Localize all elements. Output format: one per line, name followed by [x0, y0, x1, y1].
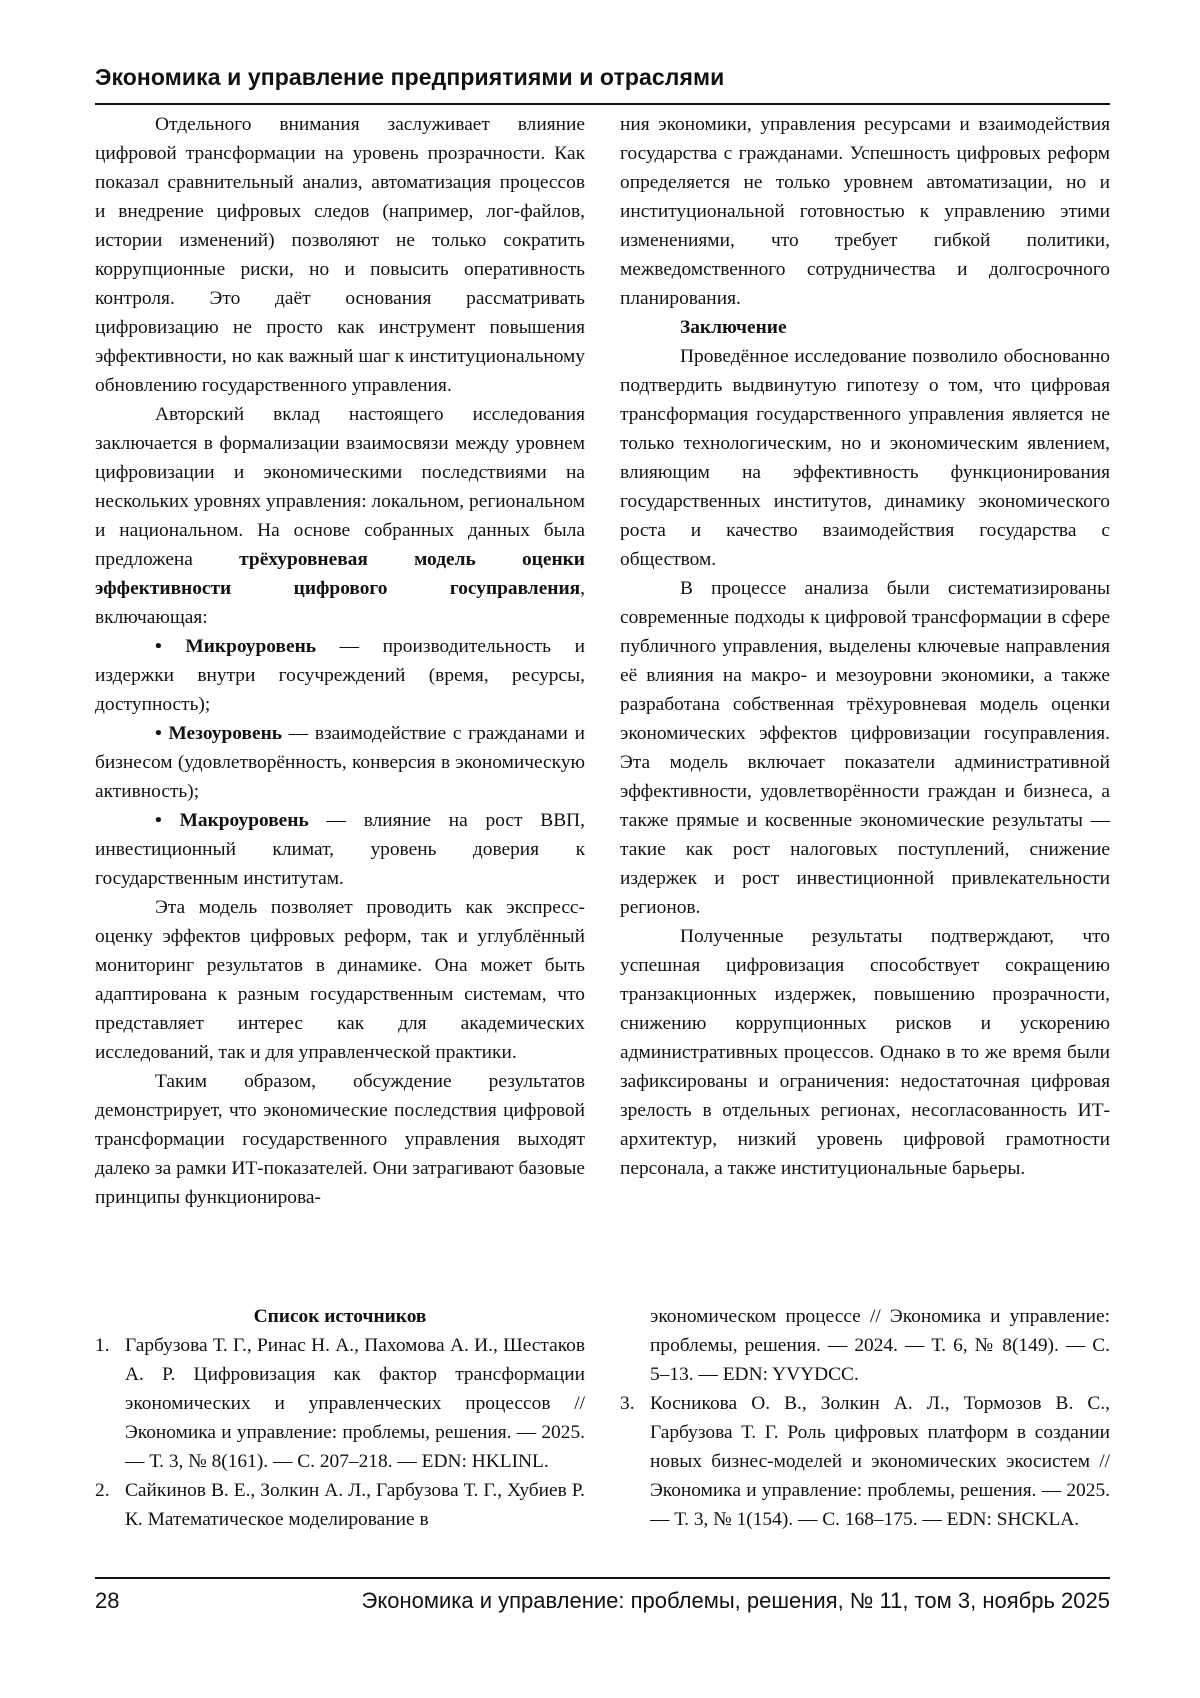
- paragraph-transparency: Отдельного внимания заслуживает влияние цифровой трансформации на уровень прозрачности. Как показал сравнительный анализ, автоматизация процессов и внедрение цифровых следов (например, лог-файлов, истории изменений) позволяют не только сократить коррупционные риски, но и повысить оперативность контроля. Это даёт основания рассматривать цифровизацию не просто как инструмент повышения эффективности, но как важный шаг к институциональному обновлению государственного управления.: [95, 114, 585, 396]
- page-number: 28: [95, 1588, 120, 1613]
- running-header: Экономика и управление предприятиями и отраслями: [95, 64, 725, 90]
- bullet-label: • Мезоуровень: [155, 723, 282, 744]
- references-left: [95, 1331, 585, 1534]
- reference-text: Сайкинов В. Е., Золкин А. Л., Гарбузова Т. Г., Хубиев Р. К. Математическое моделирование в: [125, 1480, 585, 1530]
- footer-rule: [95, 1577, 1110, 1579]
- left-column: [95, 110, 585, 1212]
- bullet-label: • Макроуровень: [155, 810, 309, 831]
- reference-number: 1.: [95, 1335, 110, 1356]
- header-rule: [95, 103, 1110, 105]
- paragraph-conclusion-2: В процессе анализа были систематизированы современные подходы к цифровой трансформации в сфере публичного управления, выделены ключевые направления её влияния на макро- и мезоуровни экономики, а также разработана собственная трёхуровневая модель оценки экономических эффектов цифровизации госуправления. Эта модель включает показатели административной эффективности, удовлетворённости граждан и бизнеса, а также прямые и косвенные экономические результаты — такие как рост налоговых поступлений, снижение издержек и рост инвестиционной привлекательности регионов.: [620, 578, 1110, 918]
- reference-item: [95, 1331, 585, 1476]
- list-item-macro: [95, 806, 585, 893]
- reference-item: [620, 1389, 1110, 1534]
- journal-footer: Экономика и управление: проблемы, решения, № 11, том 3, ноябрь 2025: [361, 1588, 1110, 1613]
- paragraph-discussion: Таким образом, обсуждение результатов демонстрирует, что экономические последствия цифровой трансформации государственного управления выходят далеко за рамки ИТ-показателей. Они затрагивают базовые принципы функционирова-: [95, 1071, 585, 1208]
- reference-text: Гарбузова Т. Г., Ринас Н. А., Пахомова А. И., Шестаков А. Р. Цифровизация как фактор трансформации экономических и управленческих процессов // Экономика и управление: проблемы, решения. — 2025. — Т. 3, № 8(161). — С. 207–218. — EDN: HKLINL.: [125, 1335, 585, 1472]
- right-column: [620, 110, 1110, 1183]
- reference-number: 3.: [620, 1393, 635, 1414]
- bullet-text: — взаимодействие с гражданами и бизнесом (удовлетворённость, конверсия в экономическую активность);: [95, 723, 585, 802]
- reference-text: Косникова О. В., Золкин А. Л., Тормозов В. С., Гарбузова Т. Г. Роль цифровых платформ в создании новых бизнес-моделей и экономических экосистем // Экономика и управление: проблемы, решения. — 2025. — Т. 3, № 1(154). — С. 168–175. — EDN: SHCKLA.: [650, 1393, 1110, 1530]
- references-right: [620, 1302, 1110, 1534]
- paragraph-author-contribution: [95, 400, 585, 632]
- list-item-meso: [95, 719, 585, 806]
- paragraph-continuation: ния экономики, управления ресурсами и взаимодействия государства с гражданами. Успешность цифровых реформ определяется не только уровнем автоматизации, но и институциональной готовностью к управлению этими изменениями, что требует гибкой политики, межведомственного сотрудничества и долгосрочного планирования.: [620, 114, 1110, 309]
- text-run: , включающая:: [95, 578, 585, 628]
- bullet-text: — влияние на рост ВВП, инвестиционный климат, уровень доверия к государственным институтам.: [95, 810, 585, 889]
- reference-item: [95, 1476, 585, 1534]
- references-heading: Список источников: [253, 1306, 427, 1327]
- bullet-text: — производительность и издержки внутри госучреждений (время, ресурсы, доступность);: [95, 636, 585, 715]
- reference-number: 2.: [95, 1480, 110, 1501]
- bold-term: трёхуровневая модель оценки эффективности цифрового госуправления: [95, 549, 585, 599]
- reference-continuation: экономическом процессе // Экономика и управление: проблемы, решения. — 2024. — Т. 6, № 8(149). — С. 5–13. — EDN: YVYDCC.: [650, 1306, 1110, 1385]
- text-run: Авторский вклад настоящего исследования заключается в формализации взаимосвязи между уровнем цифровизации и экономическими последствиями на нескольких уровнях управления: локальном, региональном и национальном. На основе собранных данных была предложена: [95, 404, 585, 570]
- paragraph-model-usage: Эта модель позволяет проводить как экспресс-оценку эффектов цифровых реформ, так и углублённый мониторинг результатов в динамике. Она может быть адаптирована к разным государственным системам, что представляет интерес как для академических исследований, так и для управленческой практики.: [95, 897, 585, 1063]
- paragraph-conclusion-3: Полученные результаты подтверждают, что успешная цифровизация способствует сокращению транзакционных издержек, повышению прозрачности, снижению коррупционных рисков и ускорению административных процессов. Однако в то же время были зафиксированы и ограничения: недостаточная цифровая зрелость в отдельных регионах, несогласованность ИТ-архитектур, низкий уровень цифровой грамотности персонала, а также институциональные барьеры.: [620, 926, 1110, 1179]
- bullet-label: • Микроуровень: [155, 636, 317, 657]
- list-item-micro: [95, 632, 585, 719]
- section-heading-conclusion: Заключение: [680, 317, 787, 338]
- paragraph-conclusion-1: Проведённое исследование позволило обоснованно подтвердить выдвинутую гипотезу о том, что цифровая трансформация государственного управления является не только технологическим, но и экономическим явлением, влияющим на эффективность функционирования государственных институтов, динамику экономического роста и качество взаимодействия государства с обществом.: [620, 346, 1110, 570]
